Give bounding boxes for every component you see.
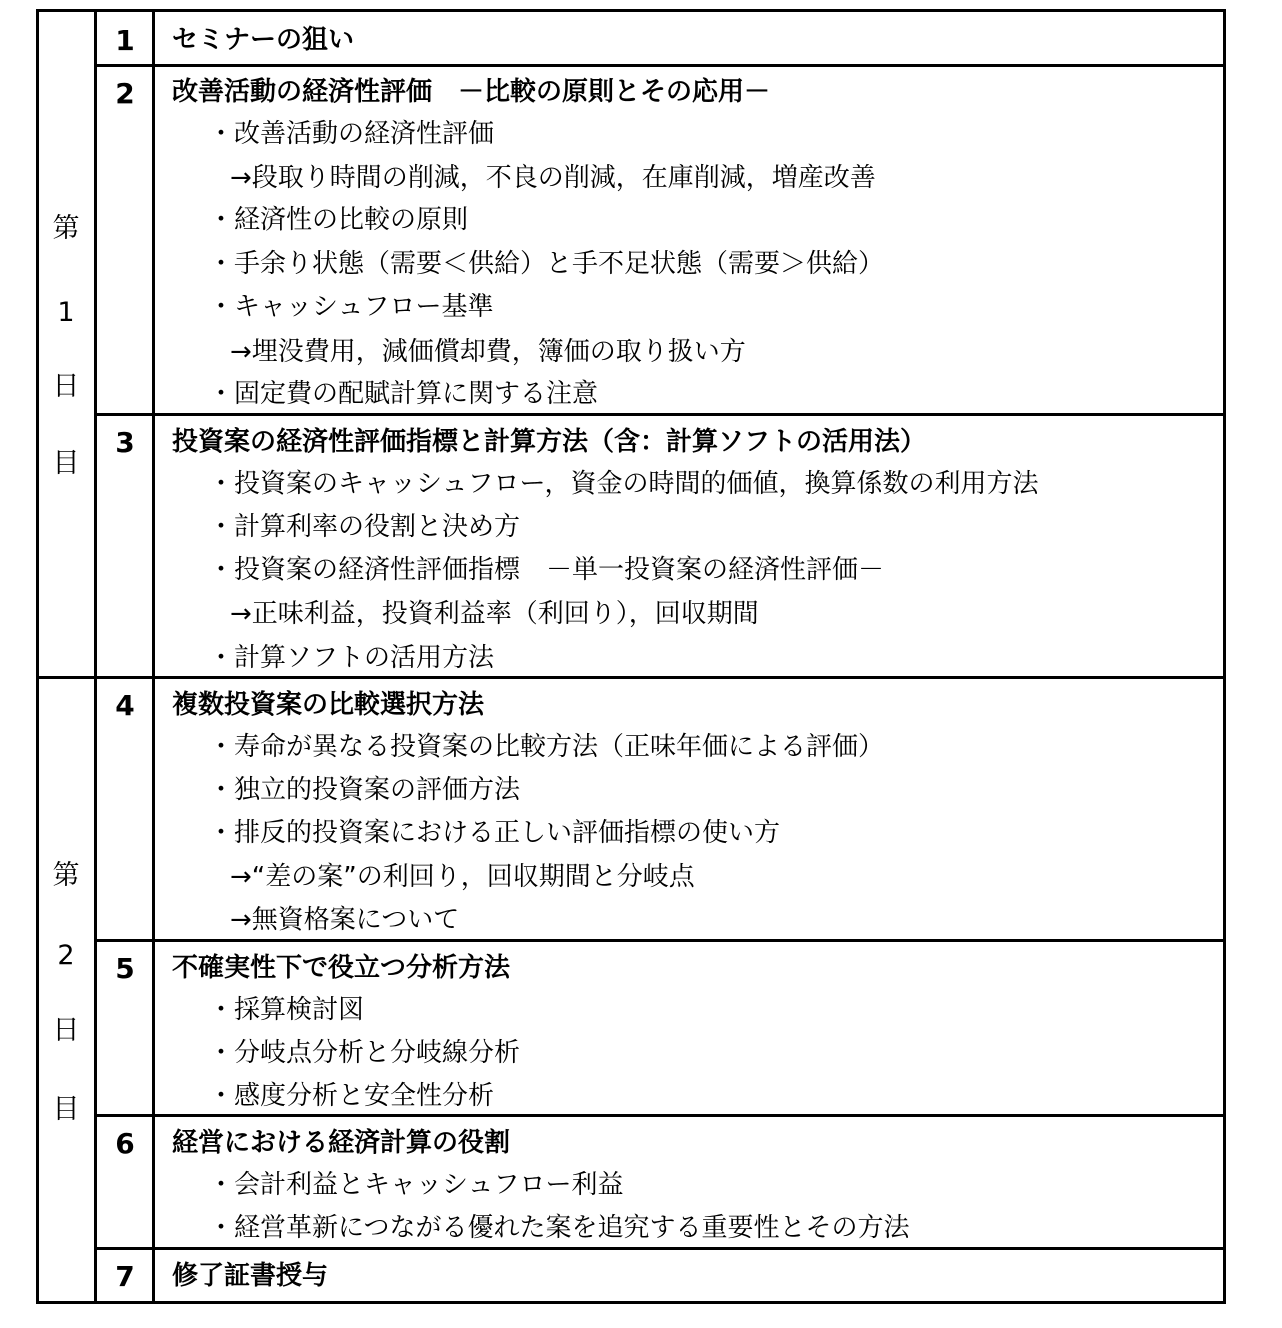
day-label-char: 1 — [57, 297, 75, 328]
sub-item: →正味利益，投資利益率（利回り），回収期間 — [230, 599, 759, 629]
table-border-right — [1223, 9, 1226, 1304]
bullet-item: ・寿命が異なる投資案の比較方法（正味年価による評価） — [208, 732, 885, 762]
section-number: 6 — [115, 1127, 135, 1160]
column-divider-number — [152, 9, 155, 1304]
day-label-char: 第 — [52, 213, 80, 244]
day-label-char: 日 — [52, 1015, 80, 1046]
row-divider — [94, 1247, 1226, 1250]
bullet-item: ・投資案の経済性評価指標 －単一投資案の経済性評価－ — [208, 555, 885, 585]
bullet-item: ・会計利益とキャッシュフロー利益 — [208, 1170, 624, 1200]
table-border-bottom — [36, 1301, 1226, 1304]
section-title: セミナーの狙い — [172, 25, 355, 55]
section-number: 4 — [115, 689, 135, 722]
section-title: 改善活動の経済性評価 －比較の原則とその応用－ — [172, 77, 771, 107]
section-number: 5 — [115, 952, 135, 985]
bullet-item: ・排反的投資案における正しい評価指標の使い方 — [208, 818, 781, 848]
bullet-item: ・投資案のキャッシュフロー，資金の時間的価値，換算係数の利用方法 — [208, 469, 1039, 499]
bullet-item: ・経営革新につながる優れた案を追究する重要性とその方法 — [208, 1213, 910, 1243]
bullet-item: ・独立的投資案の評価方法 — [208, 775, 521, 805]
seminar-schedule-table — [36, 9, 1226, 1304]
bullet-item: ・感度分析と安全性分析 — [208, 1081, 495, 1111]
day-label-char: 目 — [52, 1094, 80, 1125]
section-title: 修了証書授与 — [172, 1261, 329, 1291]
section-title: 経営における経済計算の役割 — [172, 1128, 511, 1158]
bullet-item: ・手余り状態（需要＜供給）と手不足状態（需要＞供給） — [208, 249, 885, 279]
sub-item: →無資格案について — [230, 905, 460, 935]
bullet-item: ・経済性の比較の原則 — [208, 205, 469, 235]
day-label-char: 第 — [52, 860, 80, 891]
row-divider — [94, 64, 1226, 67]
row-divider — [36, 676, 1226, 679]
section-number: 1 — [115, 24, 135, 57]
bullet-item: ・採算検討図 — [208, 995, 365, 1025]
row-divider — [94, 1114, 1226, 1117]
bullet-item: ・計算ソフトの活用方法 — [208, 643, 495, 673]
sub-item: →段取り時間の削減，不良の削減，在庫削減，増産改善 — [230, 163, 876, 193]
day-label-char: 日 — [52, 371, 80, 402]
section-title: 不確実性下で役立つ分析方法 — [172, 953, 511, 983]
row-divider — [94, 939, 1226, 942]
day-label-char: 目 — [52, 448, 80, 479]
bullet-item: ・分岐点分析と分岐線分析 — [208, 1038, 521, 1068]
bullet-item: ・計算利率の役割と決め方 — [208, 512, 521, 542]
section-title: 投資案の経済性評価指標と計算方法（含：計算ソフトの活用法） — [172, 427, 927, 457]
section-number: 2 — [115, 77, 135, 110]
row-divider — [94, 413, 1226, 416]
sub-item: →“差の案”の利回り，回収期間と分岐点 — [230, 862, 695, 892]
section-number: 3 — [115, 426, 135, 459]
section-title: 複数投資案の比較選択方法 — [172, 690, 485, 720]
table-border-top — [36, 9, 1226, 12]
day-label-char: 2 — [57, 940, 75, 971]
sub-item: →埋没費用，減価償却費，簿価の取り扱い方 — [230, 337, 746, 367]
section-number: 7 — [115, 1260, 135, 1293]
bullet-item: ・改善活動の経済性評価 — [208, 119, 495, 149]
bullet-item: ・固定費の配賦計算に関する注意 — [208, 379, 599, 409]
bullet-item: ・キャッシュフロー基準 — [208, 292, 494, 322]
